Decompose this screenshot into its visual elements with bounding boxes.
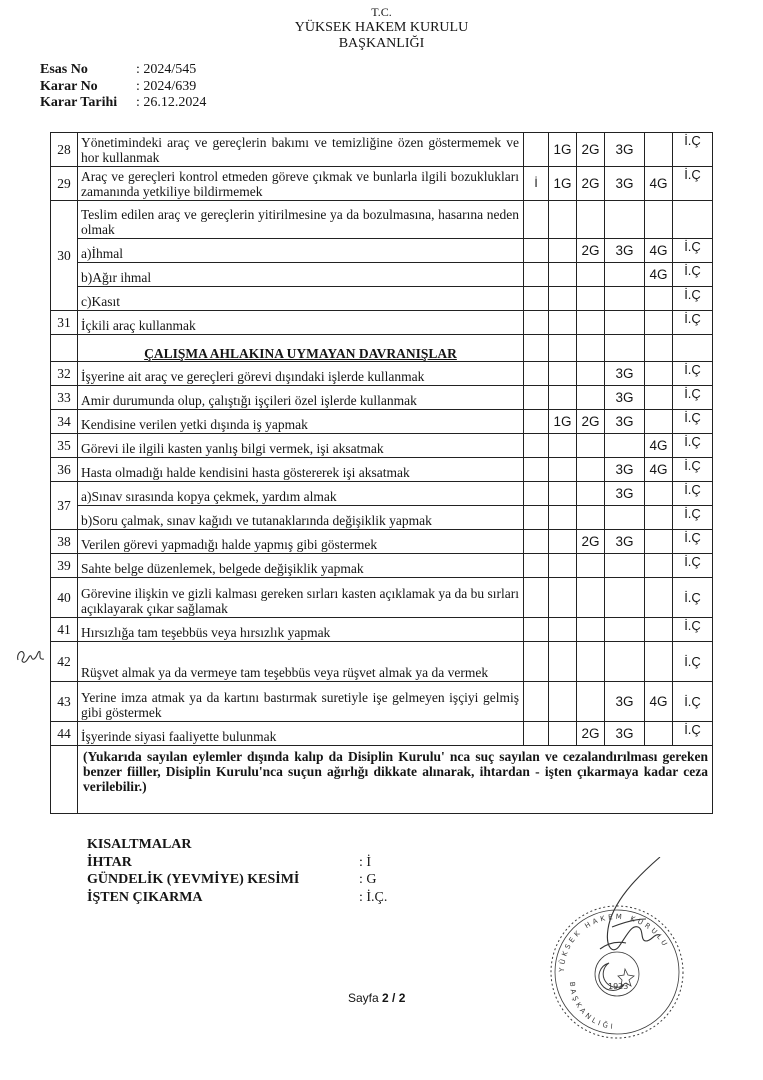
penalty-3g: 3G	[605, 458, 645, 482]
penalty-3g: 3G	[605, 386, 645, 410]
penalty-1g: 1G	[549, 410, 577, 434]
penalty-ic: İ.Ç	[673, 311, 713, 335]
offense-description: İşyerinde siyasi faaliyette bulunmak	[78, 722, 524, 746]
header-institution: YÜKSEK HAKEM KURULU	[294, 20, 469, 35]
margin-initial-mark	[14, 640, 48, 668]
header-tc: T.C.	[371, 5, 392, 19]
penalty-3g: 3G	[605, 682, 645, 722]
offense-description: İşyerine ait araç ve gereçleri görevi dışındaki işlerde kullanmak	[78, 362, 524, 386]
row-number: 31	[51, 311, 78, 335]
abbreviation-item	[87, 889, 387, 907]
abbreviations-block	[87, 836, 387, 906]
row-number: 29	[51, 167, 78, 201]
penalty-ic: İ.Ç	[673, 506, 713, 530]
penalty-3g: 3G	[605, 530, 645, 554]
abbreviation-key: İŞTEN ÇIKARMA	[87, 889, 203, 905]
row-number: 30	[51, 201, 78, 311]
table-row	[51, 554, 713, 578]
abbreviation-item	[87, 854, 387, 872]
offense-description: Amir durumunda olup, çalıştığı işçileri özel işlerde kullanmak	[78, 386, 524, 410]
row-number: 39	[51, 554, 78, 578]
penalty-ic: İ.Ç	[673, 287, 713, 311]
offense-description: Teslim edilen araç ve gereçlerin yitirilmesine ya da bozulmasına, hasarına neden olmak	[78, 201, 524, 239]
penalty-4g: 4G	[645, 167, 673, 201]
row-number: 44	[51, 722, 78, 746]
offense-description: Araç ve gereçleri kontrol etmeden göreve çıkmak ve bunlarla ilgili bozuklukları zamanında yetkiliye bildirmemek	[78, 167, 524, 201]
penalty-ic: İ.Ç	[673, 133, 713, 167]
offense-description: Hasta olmadığı halde kendisini hasta göstererek işi aksatmak	[78, 458, 524, 482]
table-row	[51, 578, 713, 618]
penalty-ic: İ.Ç	[673, 682, 713, 722]
table-row	[51, 167, 713, 201]
tarih-value: : 26.12.2024	[136, 95, 207, 110]
table-row	[51, 682, 713, 722]
row-number: 43	[51, 682, 78, 722]
page-total: 2	[398, 991, 406, 1005]
penalty-4g: 4G	[645, 239, 673, 263]
seal-year: 1923	[608, 982, 629, 991]
penalty-ic: İ.Ç	[673, 410, 713, 434]
document-header	[0, 4, 763, 52]
penalty-4g: 4G	[645, 263, 673, 287]
abbreviation-key: İHTAR	[87, 854, 132, 870]
row-number: 37	[51, 482, 78, 530]
abbreviation-value: : İ.Ç.	[359, 889, 388, 905]
table-row	[51, 482, 713, 506]
penalty-ic: İ.Ç	[673, 554, 713, 578]
table-row	[51, 239, 713, 263]
abbreviation-value: : İ	[359, 854, 372, 870]
penalty-2g: 2G	[577, 722, 605, 746]
page-prefix: Sayfa	[348, 991, 383, 1005]
note-row	[51, 746, 713, 814]
penalty-3g: 3G	[605, 133, 645, 167]
table-row	[51, 722, 713, 746]
penalty-2g: 2G	[577, 133, 605, 167]
penalty-ic: İ.Ç	[673, 530, 713, 554]
row-number: 32	[51, 362, 78, 386]
discipline-penalty-table	[50, 132, 713, 814]
penalty-ic: İ.Ç	[673, 642, 713, 682]
table-row	[51, 618, 713, 642]
penalty-4g: 4G	[645, 434, 673, 458]
penalty-ic: İ.Ç	[673, 434, 713, 458]
table-row	[51, 410, 713, 434]
penalty-ic: İ.Ç	[673, 386, 713, 410]
row-number: 34	[51, 410, 78, 434]
offense-description: Yönetimindeki araç ve gereçlerin bakımı ve temizliğine özen göstermemek ve hor kullanmak	[78, 133, 524, 167]
table-row	[51, 530, 713, 554]
penalty-2g: 2G	[577, 239, 605, 263]
esas-value: : 2024/545	[136, 62, 197, 77]
abbreviation-key: GÜNDELİK (YEVMİYE) KESİMİ	[87, 872, 300, 887]
penalty-ic: İ.Ç	[673, 167, 713, 201]
row-number: 41	[51, 618, 78, 642]
section-title: ÇALIŞMA AHLAKINA UYMAYAN DAVRANIŞLAR	[78, 335, 524, 362]
section-row	[51, 335, 713, 362]
row-number: 40	[51, 578, 78, 618]
table-row	[51, 287, 713, 311]
penalty-2g: 2G	[577, 530, 605, 554]
offense-subitem: a)Sınav sırasında kopya çekmek, yardım almak	[78, 482, 524, 506]
offense-description: Kendisine verilen yetki dışında iş yapmak	[78, 410, 524, 434]
table-row	[51, 458, 713, 482]
penalty-3g: 3G	[605, 239, 645, 263]
offense-description: Sahte belge düzenlemek, belgede değişiklik yapmak	[78, 554, 524, 578]
karar-value: : 2024/639	[136, 78, 197, 94]
table-row	[51, 434, 713, 458]
penalty-4g: 4G	[645, 458, 673, 482]
seal-top-text: YÜKSEK HAKEM KURULU	[557, 912, 671, 973]
penalty-1g: 1G	[549, 133, 577, 167]
page-number	[348, 991, 405, 1005]
penalty-3g: 3G	[605, 410, 645, 434]
penalty-ic: İ.Ç	[673, 578, 713, 618]
table-row	[51, 642, 713, 682]
penalty-ic: İ.Ç	[673, 362, 713, 386]
table-row	[51, 362, 713, 386]
row-number: 35	[51, 434, 78, 458]
penalty-ic: İ.Ç	[673, 618, 713, 642]
penalty-3g: 3G	[605, 482, 645, 506]
offense-description: Görevine ilişkin ve gizli kalması gereken sırları kasten açıklamak ya da bu sırları açıklayarak çıkar sağlamak	[78, 578, 524, 618]
penalty-ic: İ.Ç	[673, 239, 713, 263]
table-row	[51, 506, 713, 530]
abbreviation-value: : G	[359, 872, 377, 887]
penalty-ic: İ.Ç	[673, 263, 713, 287]
abbreviations-title: KISALTMALAR	[87, 837, 192, 852]
tarih-label: Karar Tarihi	[40, 95, 118, 110]
penalty-ic: İ.Ç	[673, 482, 713, 506]
offense-subitem: b)Ağır ihmal	[78, 263, 524, 287]
penalty-3g: 3G	[605, 722, 645, 746]
table-row	[51, 311, 713, 335]
offense-subitem: b)Soru çalmak, sınav kağıdı ve tutanaklarında değişiklik yapmak	[78, 506, 524, 530]
penalty-3g: 3G	[605, 167, 645, 201]
row-number: 42	[51, 642, 78, 682]
offense-description: Yerine imza atmak ya da kartını bastırmak suretiyle işe gelmeyen işçiyi gelmiş gibi göstermek	[78, 682, 524, 722]
penalty-2g: 2G	[577, 410, 605, 434]
signature-mark	[600, 857, 660, 950]
row-number: 36	[51, 458, 78, 482]
table-row	[51, 133, 713, 167]
offense-description: Hırsızlığa tam teşebbüs veya hırsızlık yapmak	[78, 618, 524, 642]
offense-description: Görevi ile ilgili kasten yanlış bilgi vermek, işi aksatmak	[78, 434, 524, 458]
penalty-3g: 3G	[605, 362, 645, 386]
seal-bottom-text: BAŞKANLIĞI	[567, 981, 616, 1032]
offense-description: Rüşvet almak ya da vermeye tam teşebbüs veya rüşvet almak ya da vermek	[78, 642, 524, 682]
penalty-4g: 4G	[645, 682, 673, 722]
table-row	[51, 201, 713, 239]
official-seal-with-signature	[542, 857, 692, 1047]
offense-subitem: a)İhmal	[78, 239, 524, 263]
offense-subitem: c)Kasıt	[78, 287, 524, 311]
penalty-ihtar: İ	[524, 167, 549, 201]
penalty-ic: İ.Ç	[673, 458, 713, 482]
penalty-1g: 1G	[549, 167, 577, 201]
esas-label: Esas No	[40, 62, 88, 77]
header-presidency: BAŞKANLIĞI	[338, 36, 425, 51]
penalty-2g: 2G	[577, 167, 605, 201]
page-separator: /	[388, 991, 399, 1005]
penalty-ic: İ.Ç	[673, 722, 713, 746]
general-note: (Yukarıda sayılan eylemler dışında kalıp da Disiplin Kurulu' nca suç sayılan ve cezalandırılması gereken benzer fiiller, Disiplin Kurulu'nca suçun ağırlığı dikkate alınarak, ihtardan - işten çıkarmaya kadar ceza verilebilir.)	[78, 746, 713, 814]
page-current: 2	[382, 991, 389, 1005]
abbreviation-item	[87, 871, 387, 889]
table-row	[51, 386, 713, 410]
offense-description: Verilen görevi yapmadığı halde yapmış gibi göstermek	[78, 530, 524, 554]
row-number: 38	[51, 530, 78, 554]
row-number: 28	[51, 133, 78, 167]
decision-meta	[40, 62, 206, 112]
karar-label: Karar No	[40, 78, 98, 94]
row-number: 33	[51, 386, 78, 410]
offense-description: İçkili araç kullanmak	[78, 311, 524, 335]
table-row	[51, 263, 713, 287]
